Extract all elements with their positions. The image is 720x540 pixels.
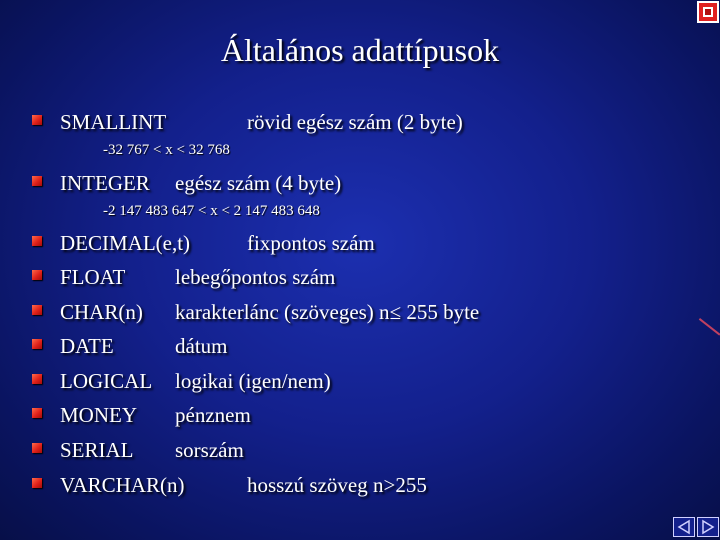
bullet-icon: [32, 115, 42, 125]
type-name: LOGICAL: [60, 369, 153, 393]
bullet-icon: [32, 305, 42, 315]
type-name: FLOAT: [60, 265, 126, 289]
bullet-icon: [32, 408, 42, 418]
decorative-line: [699, 318, 720, 336]
bullet-icon: [32, 176, 42, 186]
type-desc: pénznem: [175, 403, 251, 427]
type-name: SMALLINT: [60, 110, 167, 134]
type-name: DATE: [60, 334, 114, 358]
type-name: SERIAL: [60, 438, 134, 462]
type-desc: logikai (igen/nem): [175, 369, 331, 393]
bullet-icon: [32, 270, 42, 280]
bullet-icon: [32, 443, 42, 453]
type-range: -2 147 483 647 < x < 2 147 483 648: [103, 203, 320, 219]
type-desc: karakterlánc (szöveges) n≤ 255 byte: [175, 300, 480, 324]
type-desc: hosszú szöveg n>255: [247, 473, 427, 497]
next-slide-icon[interactable]: [697, 517, 719, 537]
type-range: -32 767 < x < 32 768: [103, 142, 230, 158]
type-desc: fixpontos szám: [247, 231, 375, 255]
type-name: VARCHAR(n): [60, 473, 185, 497]
type-desc: dátum: [175, 334, 228, 358]
type-desc: egész szám (4 byte): [175, 171, 342, 195]
type-desc: lebegőpontos szám: [175, 265, 336, 289]
type-name: INTEGER: [60, 171, 150, 195]
type-name: CHAR(n): [60, 300, 143, 324]
page-title: Általános adattípusok: [220, 32, 500, 68]
type-name: MONEY: [60, 403, 137, 427]
type-name: DECIMAL(e,t): [60, 231, 191, 255]
home-icon[interactable]: [697, 1, 719, 23]
type-desc: rövid egész szám (2 byte): [247, 110, 463, 134]
bullet-icon: [32, 374, 42, 384]
bullet-icon: [32, 236, 42, 246]
bullet-icon: [32, 478, 42, 488]
type-desc: sorszám: [175, 438, 244, 462]
bullet-icon: [32, 339, 42, 349]
prev-slide-icon[interactable]: [673, 517, 695, 537]
